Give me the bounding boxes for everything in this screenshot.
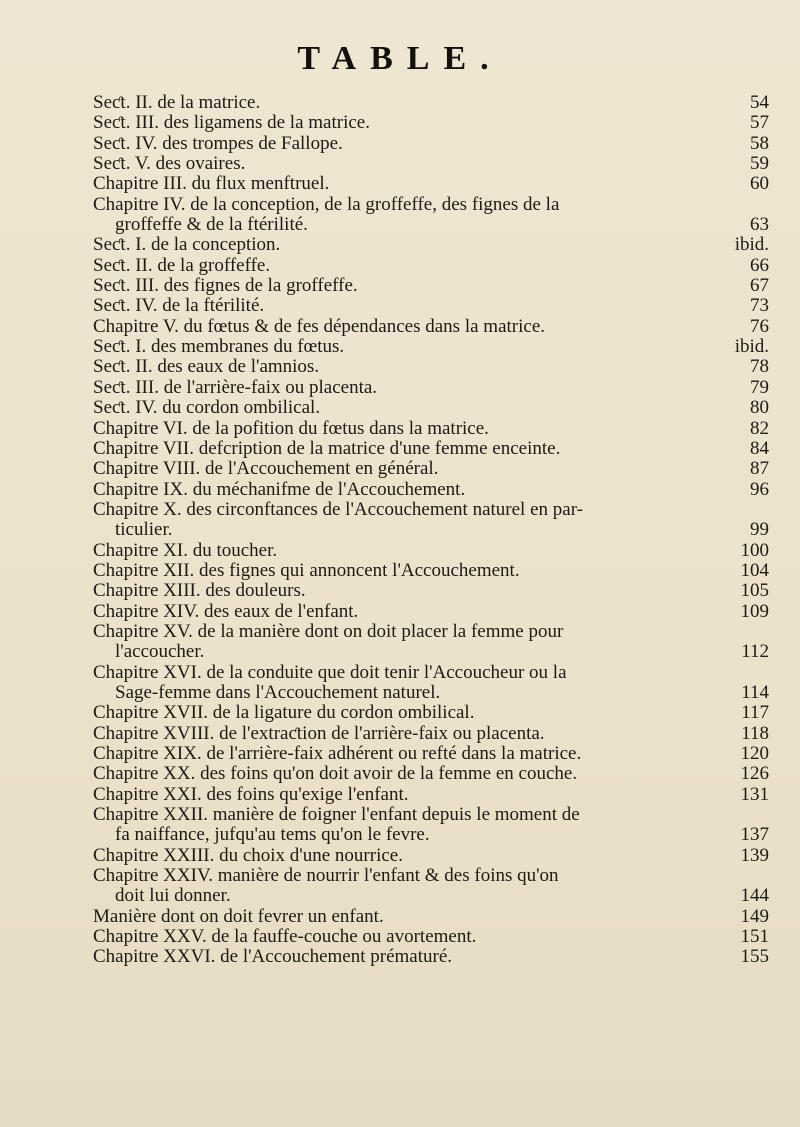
toc-entry-title: Chapitre XXIII. du choix d'une nourrice.: [93, 844, 403, 866]
toc-entry-title: Chapitre XXIV. manière de nourrir l'enfant & des foins qu'on: [93, 865, 559, 887]
toc-entry-page-number: 155: [740, 946, 769, 968]
toc-entry-page-number: 99: [750, 519, 769, 541]
toc-entry-continuation: ticulier.: [115, 519, 173, 541]
toc-entry-title: Seƈt. IV. du cordon ombilical.: [93, 397, 321, 419]
toc-entry-title: Seƈt. III. des fignes de la groffeffe.: [93, 275, 358, 297]
toc-entry: [93, 561, 769, 581]
toc-entry: [93, 541, 769, 561]
toc-entry-title: Chapitre XVI. de la conduite que doit tenir l'Accoucheur ou la: [93, 661, 567, 683]
toc-entry: [93, 947, 769, 967]
toc-entry-title: Chapitre XXV. de la fauffe-couche ou avortement.: [93, 926, 477, 948]
toc-entry-title: Chapitre XIX. de l'arrière-faix adhérent ou refté dans la matrice.: [93, 743, 582, 764]
toc-entry-page-number: 112: [741, 641, 769, 663]
toc-entry-continuation: Sage-femme dans l'Accouchement naturel.: [115, 681, 441, 703]
toc-entry-title: Seƈt. V. des ovaires.: [93, 153, 246, 175]
toc-entry: [93, 276, 769, 296]
toc-entry: [93, 480, 769, 500]
toc-entry-title: Chapitre XIV. des eaux de l'enfant.: [93, 600, 359, 622]
toc-entry-page-number: 137: [740, 824, 769, 846]
toc-entry-title: Chapitre VI. de la pofition du fœtus dans la matrice.: [93, 417, 489, 439]
toc-entry-page-number: 87: [750, 458, 769, 480]
toc-entry: [93, 703, 769, 723]
toc-entry: [93, 296, 769, 316]
toc-entry-title: Chapitre X. des circonftances de l'Accouchement naturel en par-: [93, 498, 583, 520]
toc-entry-page-number: 117: [741, 702, 769, 724]
toc-entry: [93, 846, 769, 866]
toc-entry: [93, 134, 769, 154]
toc-entry: [93, 602, 769, 622]
toc-entry-title: Chapitre XXII. manière de foigner l'enfant depuis le moment de: [93, 804, 580, 826]
toc-entry-page-number: 144: [740, 885, 769, 907]
toc-entry-page-number: 59: [750, 153, 769, 175]
toc-entry-continuation: fa naiffance, jufqu'au tems qu'on le fevre.: [115, 824, 430, 846]
toc-entry-continuation: doit lui donner.: [115, 885, 231, 907]
toc-entry-page-number: 82: [750, 417, 769, 439]
toc-entry-page-number: 139: [740, 844, 769, 866]
toc-entry-page-number: 54: [750, 92, 769, 113]
toc-entry-page-number: 151: [740, 926, 769, 948]
toc-entry: [93, 744, 769, 764]
toc-entry-page-number: 66: [750, 254, 769, 276]
toc-entry: [93, 500, 769, 541]
toc-entry-page-number: ibid.: [734, 234, 769, 256]
toc-entry-continuation: l'accoucher.: [115, 641, 205, 663]
toc-entry: [93, 357, 769, 377]
toc-entry-title: Chapitre XXI. des foins qu'exige l'enfant.: [93, 783, 409, 805]
toc-entry-page-number: 100: [740, 539, 769, 561]
toc-entry: [93, 317, 769, 337]
toc-entry-title: Seƈt. IV. des trompes de Fallope.: [93, 132, 343, 154]
toc-entry-title: Chapitre XXVI. de l'Accouchement prématuré.: [93, 946, 453, 968]
toc-entry-page-number: 118: [741, 722, 769, 744]
toc-entry: [93, 174, 769, 194]
toc-entry-title: Seƈt. II. des eaux de l'amnios.: [93, 356, 320, 378]
toc-entry-title: Chapitre V. du fœtus & de fes dépendances dans la matrice.: [93, 315, 546, 337]
toc-entry-title: Chapitre XI. du toucher.: [93, 539, 278, 561]
toc-entry: [93, 581, 769, 601]
toc-entry-title: Seƈt. II. de la matrice.: [93, 92, 261, 113]
toc-entry-title: Seƈt. IV. de la ftérilité.: [93, 295, 265, 317]
toc-entry-page-number: 76: [750, 315, 769, 337]
toc-entry-page-number: 114: [741, 681, 769, 703]
toc-entry-page-number: 67: [750, 275, 769, 297]
toc-entry-page-number: 84: [750, 437, 769, 459]
toc-entry-title: Seƈt. III. de l'arrière-faix ou placenta.: [93, 376, 378, 398]
toc-entry-page-number: 73: [750, 295, 769, 317]
toc-entry: [93, 663, 769, 704]
toc-entry-title: Chapitre VII. defcription de la matrice d'une femme enceinte.: [93, 437, 561, 459]
toc-entry-page-number: 120: [740, 743, 769, 764]
toc-entry-page-number: 78: [750, 356, 769, 378]
toc-entry: [93, 419, 769, 439]
toc-entry: [93, 724, 769, 744]
toc-entry-title: Manière dont on doit fevrer un enfant.: [93, 905, 384, 927]
toc-entry-title: Chapitre XX. des foins qu'on doit avoir de la femme en couche.: [93, 763, 578, 785]
toc-entry-title: Chapitre XII. des fignes qui annoncent l'Accouchement.: [93, 559, 520, 581]
toc-entry-page-number: 109: [740, 600, 769, 622]
toc-entry: [93, 398, 769, 418]
toc-entry-continuation: groffeffe & de la ftérilité.: [115, 214, 308, 236]
toc-entry-page-number: 105: [740, 580, 769, 602]
toc-entry: [93, 256, 769, 276]
toc-entry: [93, 337, 769, 357]
toc-entry-page-number: 57: [750, 112, 769, 134]
toc-entry-page-number: 79: [750, 376, 769, 398]
toc-entry: [93, 907, 769, 927]
toc-entry: [93, 785, 769, 805]
toc-entry: [93, 113, 769, 133]
toc-entry: [93, 927, 769, 947]
page-title: TABLE.: [297, 40, 503, 77]
toc-entry: [93, 459, 769, 479]
toc-entry-title: Seƈt. I. des membranes du fœtus.: [93, 336, 345, 358]
toc-entry-page-number: 131: [740, 783, 769, 805]
toc-entry: [93, 764, 769, 784]
toc-entry-page-number: 80: [750, 397, 769, 419]
toc-entry: [93, 235, 769, 255]
toc-entry: [93, 622, 769, 663]
toc-entry-page-number: 104: [740, 559, 769, 581]
toc-entry-title: Chapitre XV. de la manière dont on doit placer la femme pour: [93, 620, 564, 642]
toc-entry: [93, 195, 769, 236]
toc-entry: [93, 154, 769, 174]
table-of-contents: [93, 93, 769, 968]
toc-entry-page-number: 149: [740, 905, 769, 927]
toc-entry-title: Seƈt. II. de la groffeffe.: [93, 254, 271, 276]
toc-entry-page-number: 58: [750, 132, 769, 154]
toc-entry: [93, 866, 769, 907]
toc-entry-title: Chapitre XVII. de la ligature du cordon ombilical.: [93, 702, 475, 724]
toc-entry: [93, 93, 769, 113]
toc-entry-title: Chapitre III. du flux menftruel.: [93, 173, 330, 195]
toc-entry-page-number: 96: [750, 478, 769, 500]
toc-entry-page-number: 126: [740, 763, 769, 785]
toc-entry: [93, 378, 769, 398]
toc-entry-title: Chapitre IV. de la conception, de la groffeffe, des fignes de la: [93, 193, 560, 215]
toc-entry: [93, 439, 769, 459]
toc-entry-title: Chapitre XIII. des douleurs.: [93, 580, 306, 602]
toc-entry-title: Seƈt. I. de la conception.: [93, 234, 281, 256]
toc-entry: [93, 805, 769, 846]
toc-entry-title: Chapitre XVIII. de l'extraƈtion de l'arrière-faix ou placenta.: [93, 722, 545, 744]
toc-entry-title: Seƈt. III. des ligamens de la matrice.: [93, 112, 370, 134]
toc-entry-page-number: 60: [750, 173, 769, 195]
toc-entry-title: Chapitre IX. du méchanifme de l'Accouchement.: [93, 478, 466, 500]
toc-entry-title: Chapitre VIII. de l'Accouchement en général.: [93, 458, 439, 480]
toc-entry-page-number: ibid.: [734, 336, 769, 358]
toc-entry-page-number: 63: [750, 214, 769, 236]
